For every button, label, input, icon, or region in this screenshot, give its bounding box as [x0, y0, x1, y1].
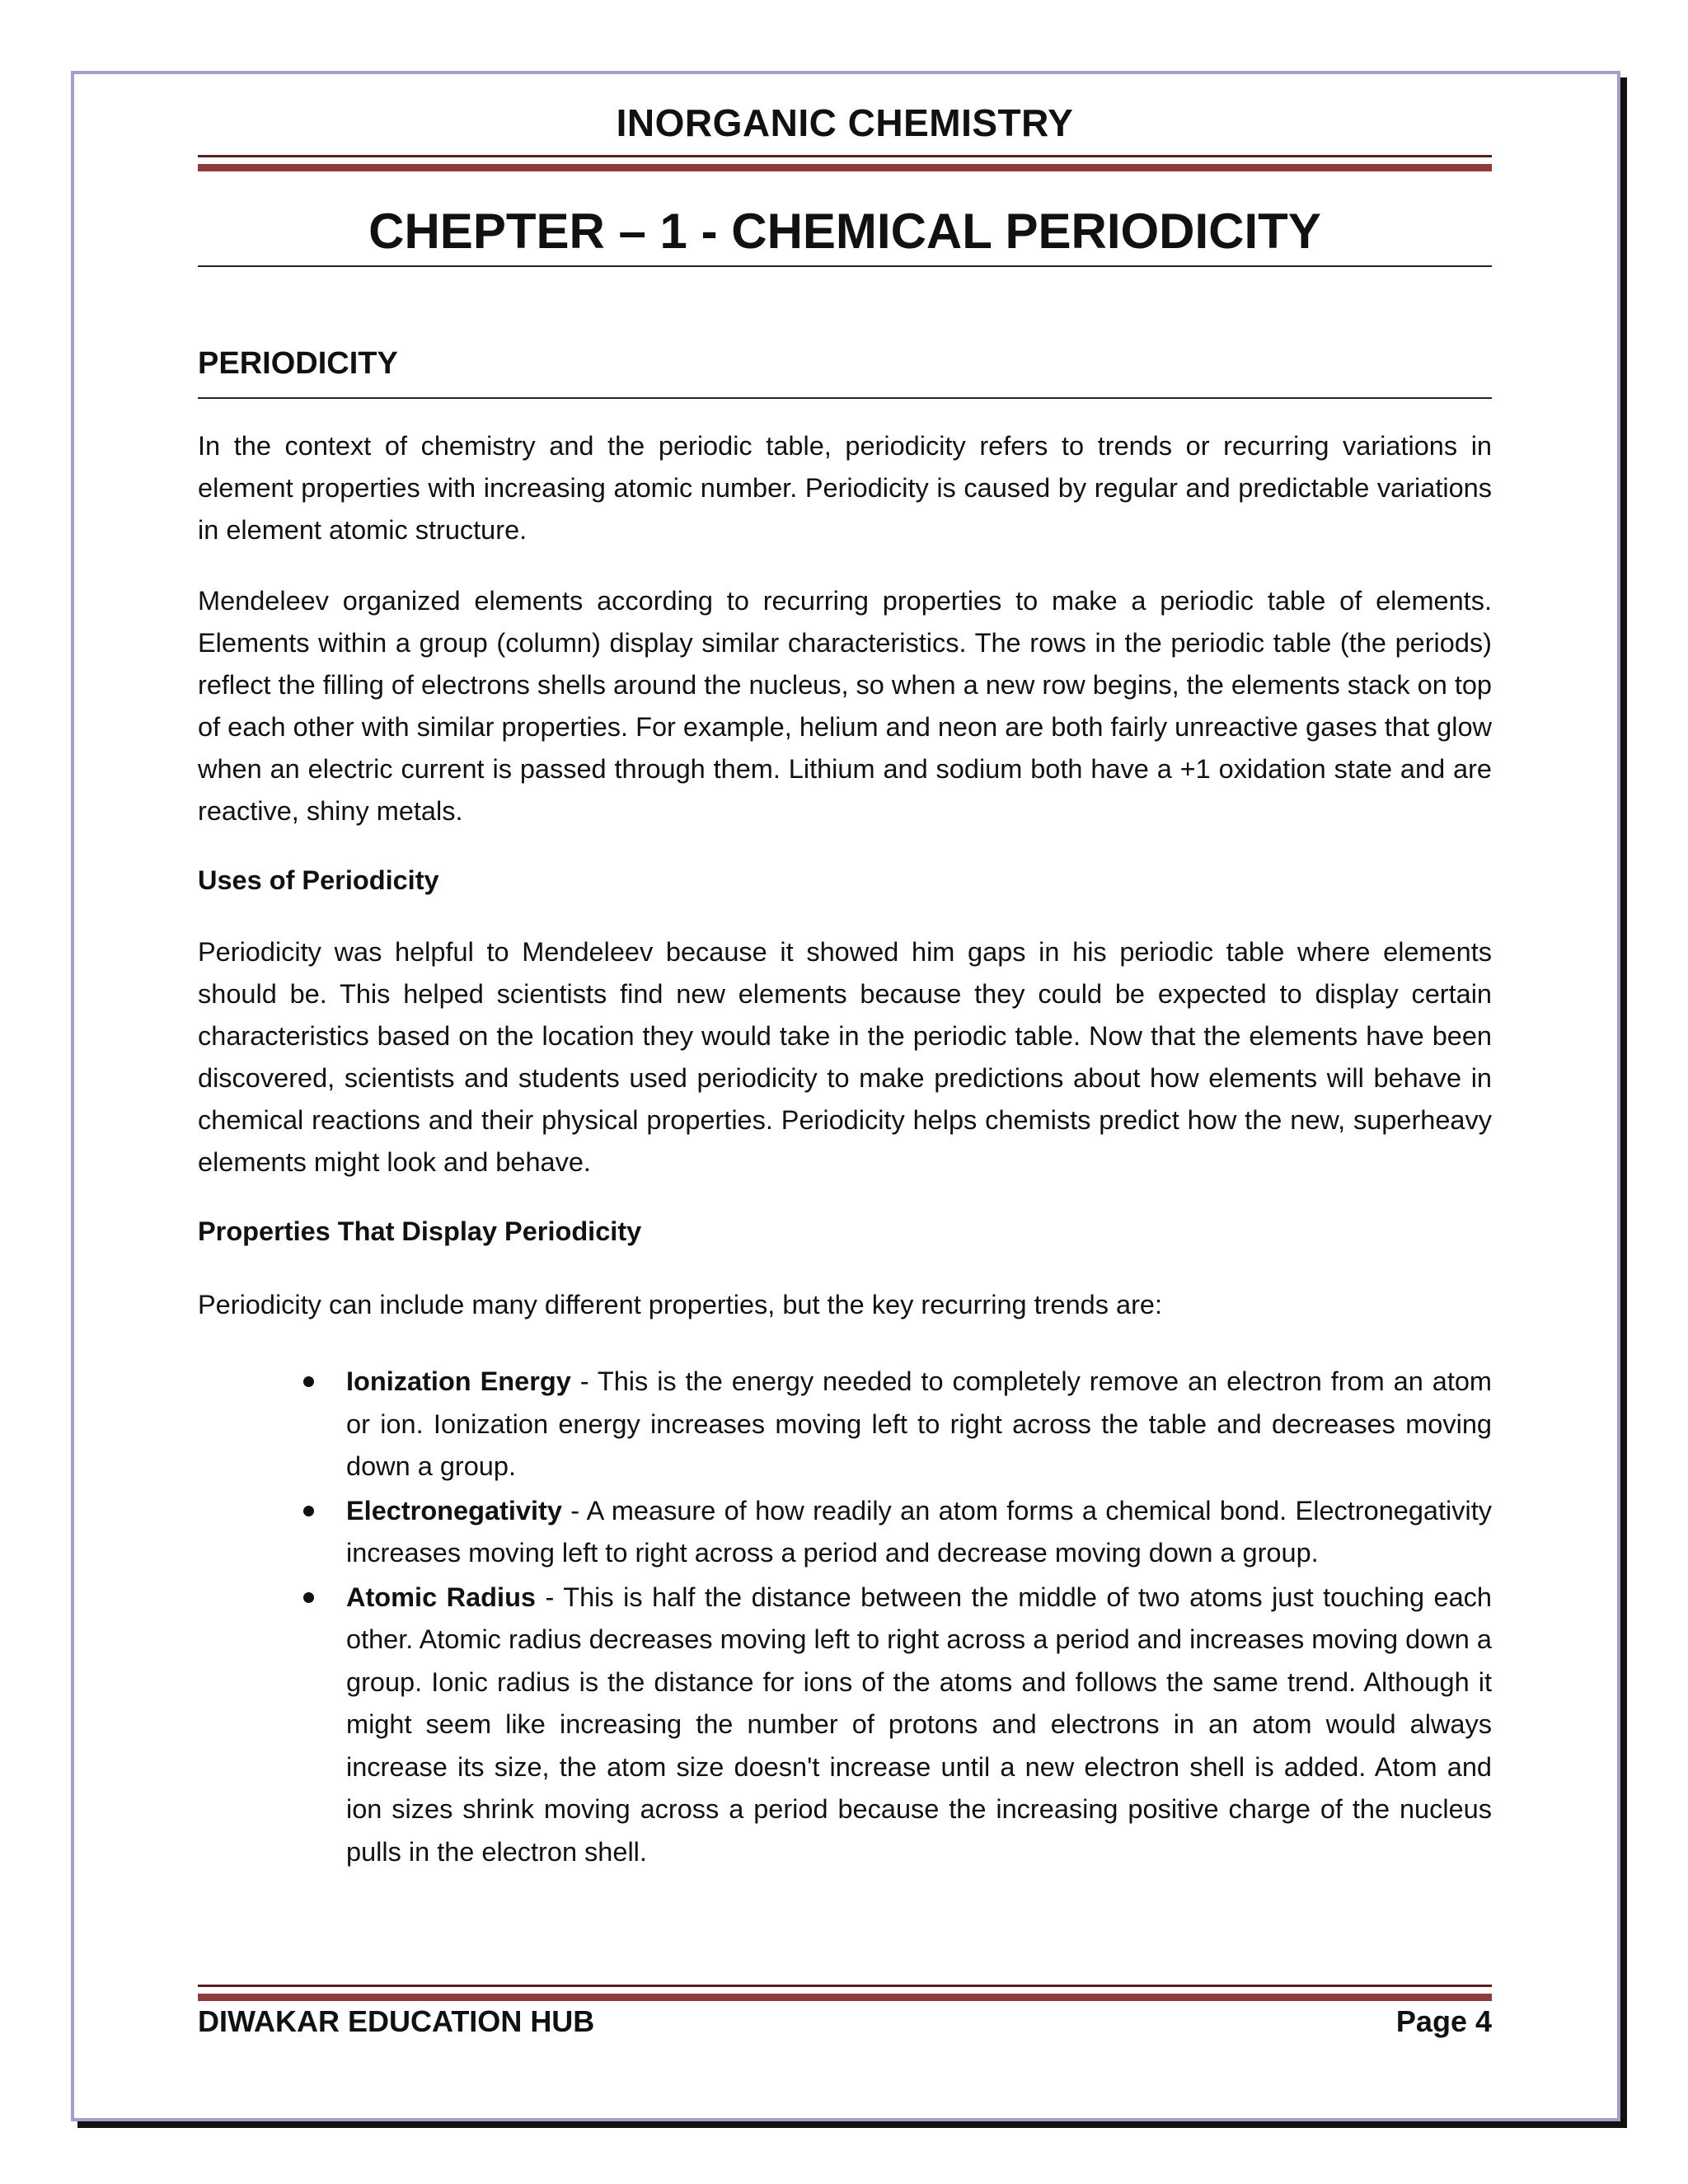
bullet-term: Atomic Radius	[346, 1582, 536, 1612]
periodic-properties-list	[346, 1361, 1492, 1875]
section-heading-rule	[198, 397, 1492, 399]
uses-paragraph: Periodicity was helpful to Mendeleev because it showed him gaps in his periodic table where elements should be. This helped scientists find new elements because they could be expected to display certain characteristics based on the location they would take in the periodic table. Now that the elements have been discovered, scientists and students used periodicity to make predictions about how elements will behave in chemical reactions and their physical properties. Periodicity helps chemists predict how the new, superheavy elements might look and behave.	[198, 937, 1492, 1177]
properties-heading: Properties That Display Periodicity	[198, 1216, 642, 1246]
intro-paragraph: In the context of chemistry and the periodic table, periodicity refers to trends or recurring variations in element properties with increasing atomic number. Periodicity is caused by regular and predictable variations in element atomic structure.	[198, 431, 1492, 545]
footer-rule	[198, 1985, 1492, 2001]
bullet-icon	[303, 1376, 314, 1387]
chapter-title: CHEPTER – 1 - CHEMICAL PERIODICITY	[368, 204, 1321, 259]
bullet-icon	[303, 1506, 314, 1516]
bullet-text: - A measure of how readily an atom forms a chemical bond. Electronegativity increases moving left to right across a period and decrease moving down a group.	[346, 1495, 1492, 1568]
page-number: Page 4	[1395, 2004, 1492, 2038]
list-item	[346, 1490, 1492, 1575]
bullet-term: Electronegativity	[346, 1495, 562, 1526]
running-header-title: INORGANIC CHEMISTRY	[616, 101, 1074, 144]
mendeleev-paragraph: Mendeleev organized elements according to recurring properties to make a periodic table of elements. Elements within a group (column) display similar characteristics. The rows in the periodic table (the periods) reflect the filling of electrons shells around the nucleus, so when a new row begins, the elements stack on top of each other with similar properties. For example, helium and neon are both fairly unreactive gases that glow when an electric current is passed through them. Lithium and sodium both have a +1 oxidation state and are reactive, shiny metals.	[198, 586, 1492, 826]
chapter-title-rule	[198, 265, 1492, 267]
bullet-icon	[303, 1592, 314, 1603]
section-heading: PERIODICITY	[198, 346, 398, 381]
properties-intro: Periodicity can include many different properties, but the key recurring trends are:	[198, 1290, 1162, 1319]
header-rule	[198, 155, 1492, 171]
list-item	[346, 1577, 1492, 1874]
bullet-term: Ionization Energy	[346, 1366, 571, 1396]
footer-publisher: DIWAKAR EDUCATION HUB	[198, 2004, 595, 2038]
list-item	[346, 1361, 1492, 1488]
bullet-text: - This is half the distance between the middle of two atoms just touching each other. Atomic radius decreases moving left to right across a period and increases moving down a group. Ionic radius is the distance for ions of the atoms and follows the same trend. Although it might seem like increasing the number of protons and electrons in an atom would always increase its size, the atom size doesn't increase until a new electron shell is added. Atom and ion sizes shrink moving across a period because the increasing positive charge of the nucleus pulls in the electron shell.	[346, 1582, 1492, 1867]
uses-heading: Uses of Periodicity	[198, 865, 439, 895]
bullet-text: - This is the energy needed to completely remove an electron from an atom or ion. Ionization energy increases moving left to right across the table and decreases moving down a group.	[346, 1366, 1492, 1481]
